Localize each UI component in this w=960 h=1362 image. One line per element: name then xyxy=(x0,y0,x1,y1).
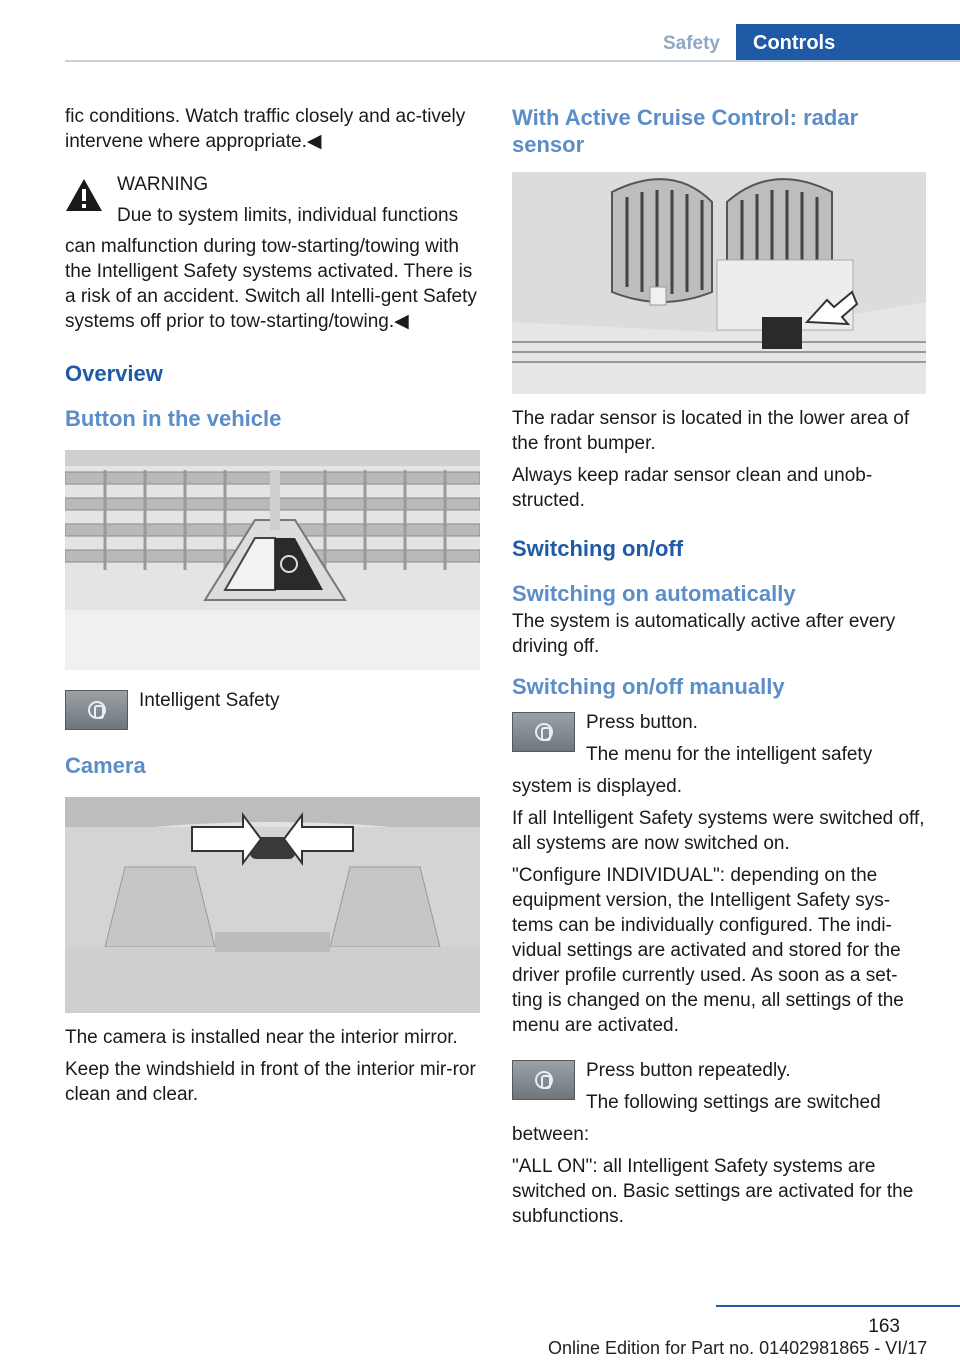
press-button-row xyxy=(512,710,926,799)
warning-line: Due to system limits, individual functions xyxy=(117,205,459,226)
intro-text: fic conditions. Watch traffic closely and ac‐tively intervene where appropriate.◀ xyxy=(65,106,466,152)
manual-heading: Switching on/off manually xyxy=(512,674,785,699)
auto-heading: Switching on automatically xyxy=(512,581,796,606)
intelligent-safety-row xyxy=(65,688,480,736)
menu-text-cont: system is displayed. xyxy=(512,776,683,797)
right-column xyxy=(512,104,926,1236)
following-text: The following settings are switched xyxy=(586,1092,881,1113)
header-chapter-tab[interactable]: Controls xyxy=(736,24,960,62)
following-text-cont: between: xyxy=(512,1124,590,1145)
overview-heading: Overview xyxy=(65,361,163,386)
intelligent-safety-button-icon xyxy=(65,690,128,730)
button-heading: Button in the vehicle xyxy=(65,406,282,431)
press-button-text: Press button. xyxy=(586,712,698,733)
left-column xyxy=(65,104,480,1114)
warning-icon xyxy=(65,178,103,212)
button-figure xyxy=(65,450,480,670)
all-on-text: "ALL ON": all Intelligent Safety systems are switched on. Basic settings are activated for the subfunctions. xyxy=(512,1156,914,1227)
warning-block xyxy=(65,172,480,334)
configure-text: "Configure INDIVIDUAL": depending on the equipment version, the Intelligent Safety sys‐tems can be individually configured. The indi‐vidual settings are activated and stored for the driver profile currently used. As soon as a set‐ting is changed on the menu, all settings of the menu are activated. xyxy=(512,865,904,1036)
camera-figure xyxy=(65,797,480,1013)
warning-title: WARNING xyxy=(117,174,209,195)
press-repeat-text: Press button repeatedly. xyxy=(586,1060,791,1081)
radar-text-1: The radar sensor is located in the lower area of the front bumper. xyxy=(512,408,910,454)
header-rule xyxy=(65,60,960,62)
radar-text-2: Always keep radar sensor clean and unob‐structed. xyxy=(512,465,873,511)
menu-text: The menu for the intelligent safety xyxy=(586,744,873,765)
camera-text-2: Keep the windshield in front of the interior mir‐ror clean and clear. xyxy=(65,1059,476,1105)
intelligent-safety-button-icon xyxy=(512,1060,575,1100)
edition-text: Online Edition for Part no. 01402981865 - VI/17 xyxy=(548,1338,928,1358)
if-all-text: If all Intelligent Safety systems were switched off, all systems are now switched on. xyxy=(512,808,925,854)
radar-figure xyxy=(512,172,926,394)
warning-text: can malfunction during tow-starting/towing with the Intelligent Safety systems activated. There is a risk of an accident. Switch all Intelli‐gent Safety systems off prior to tow-starting/towing.◀ xyxy=(65,236,477,332)
press-repeat-row xyxy=(512,1058,926,1147)
camera-heading: Camera xyxy=(65,753,146,778)
header-section-tab[interactable]: Safety xyxy=(662,33,720,54)
footer-rule xyxy=(716,1305,960,1307)
intelligent-safety-button-icon xyxy=(512,712,575,752)
auto-text: The system is automatically active after every driving off. xyxy=(512,611,896,657)
camera-text-1: The camera is installed near the interior mirror. xyxy=(65,1027,458,1048)
intelligent-safety-label: Intelligent Safety xyxy=(139,690,280,711)
switching-heading: Switching on/off xyxy=(512,536,684,561)
page-number: 163 xyxy=(868,1316,900,1337)
radar-heading: With Active Cruise Control: radar sensor xyxy=(512,105,859,157)
